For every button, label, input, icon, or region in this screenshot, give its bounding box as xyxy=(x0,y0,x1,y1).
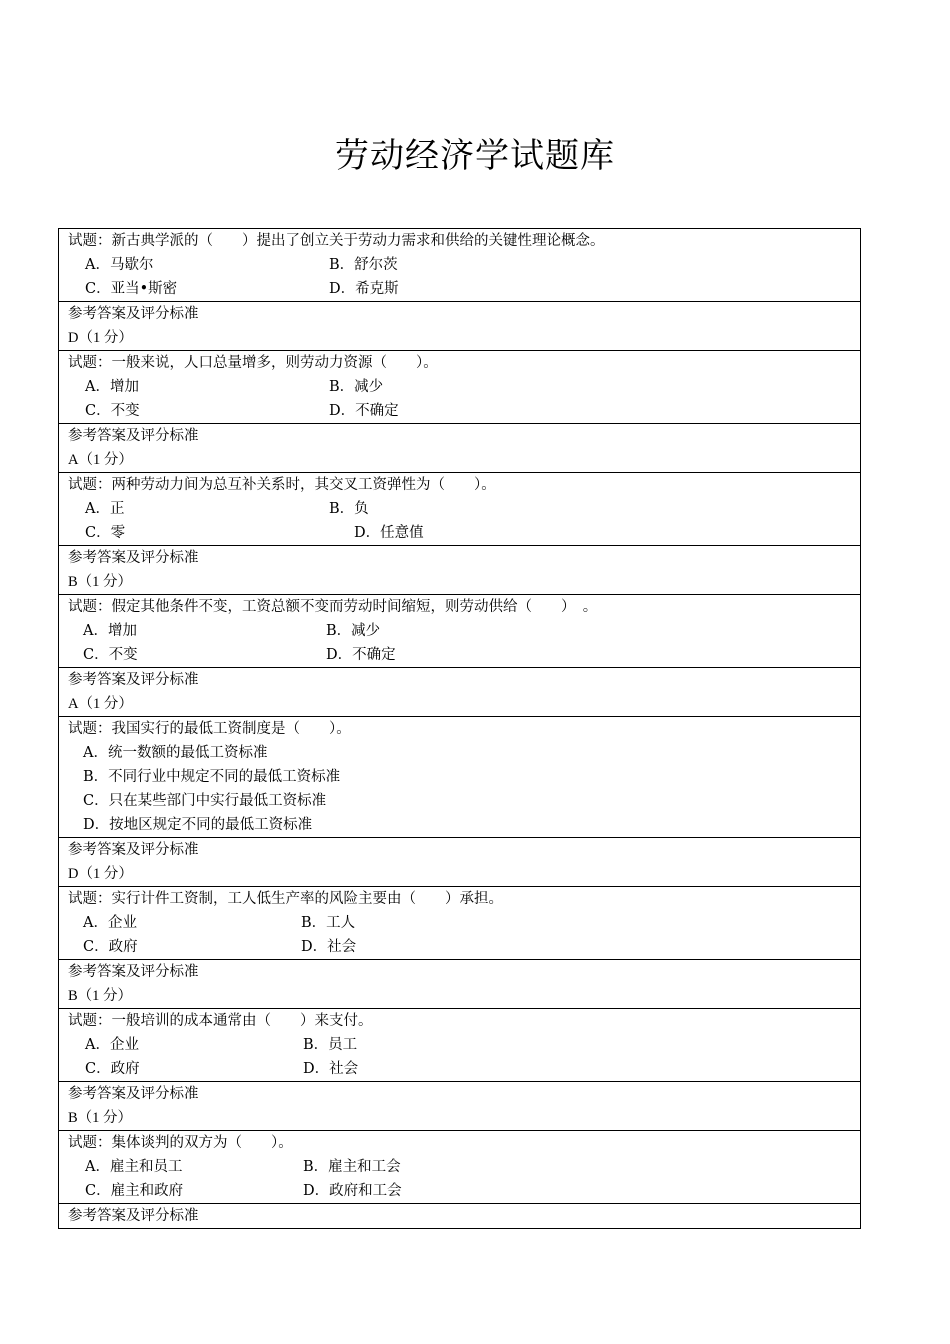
answer-header: 参考答案及评分标准 xyxy=(68,1208,199,1224)
question-row xyxy=(59,1131,860,1204)
answer-header: 参考答案及评分标准 xyxy=(68,1086,199,1102)
answer-header: 参考答案及评分标准 xyxy=(68,428,199,444)
option-d: D．任意值 xyxy=(354,525,424,541)
question-stem: 试题：一般来说，人口总量增多，则劳动力资源（ ）。 xyxy=(68,355,438,371)
option-b: B．不同行业中规定不同的最低工资标准 xyxy=(83,769,341,785)
option-c: C．雇主和政府 xyxy=(85,1183,184,1199)
question-row xyxy=(59,1009,860,1082)
answer-row xyxy=(59,302,860,351)
answer-row xyxy=(59,1082,860,1131)
answer-row xyxy=(59,668,860,717)
option-b: B．舒尔茨 xyxy=(329,257,398,273)
answer-row xyxy=(59,838,860,887)
option-d: D．按地区规定不同的最低工资标准 xyxy=(83,817,313,833)
answer-value: A（1 分） xyxy=(68,696,133,712)
option-d: D．不确定 xyxy=(329,403,399,419)
answer-header: 参考答案及评分标准 xyxy=(68,550,199,566)
question-table xyxy=(58,228,861,1229)
option-c: C．亚当•斯密 xyxy=(85,281,178,297)
page-title: 劳动经济学试题库 xyxy=(335,136,615,176)
answer-value: D（1 分） xyxy=(68,866,133,882)
option-a: A．增加 xyxy=(83,623,137,639)
question-stem: 试题：集体谈判的双方为（ ）。 xyxy=(68,1135,293,1151)
option-c: C．零 xyxy=(85,525,126,541)
question-row xyxy=(59,717,860,838)
answer-header: 参考答案及评分标准 xyxy=(68,306,199,322)
option-a: A．企业 xyxy=(83,915,137,931)
option-a: A．增加 xyxy=(85,379,139,395)
answer-header: 参考答案及评分标准 xyxy=(68,672,199,688)
option-d: D．社会 xyxy=(303,1061,359,1077)
answer-row xyxy=(59,546,860,595)
question-row xyxy=(59,351,860,424)
option-a: A．雇主和员工 xyxy=(85,1159,183,1175)
answer-row xyxy=(59,424,860,473)
answer-value: B（1 分） xyxy=(68,1110,133,1126)
question-stem: 试题：两种劳动力间为总互补关系时，其交叉工资弹性为（ ）。 xyxy=(68,477,496,493)
option-b: B．减少 xyxy=(329,379,384,395)
answer-header: 参考答案及评分标准 xyxy=(68,964,199,980)
option-a: A．企业 xyxy=(85,1037,139,1053)
option-b: B．负 xyxy=(329,501,369,517)
option-b: B．减少 xyxy=(326,623,381,639)
option-c: C．政府 xyxy=(85,1061,140,1077)
question-row xyxy=(59,473,860,546)
answer-value: A（1 分） xyxy=(68,452,133,468)
option-b: B．雇主和工会 xyxy=(303,1159,401,1175)
question-stem: 试题：我国实行的最低工资制度是（ ）。 xyxy=(68,721,351,737)
answer-header: 参考答案及评分标准 xyxy=(68,842,199,858)
answer-value: B（1 分） xyxy=(68,574,133,590)
option-b: B．员工 xyxy=(303,1037,358,1053)
option-d: D．不确定 xyxy=(326,647,396,663)
option-c: C．不变 xyxy=(85,403,140,419)
option-d: D．社会 xyxy=(301,939,357,955)
option-c: C．不变 xyxy=(83,647,138,663)
option-a: A．统一数额的最低工资标准 xyxy=(83,745,268,761)
question-row xyxy=(59,887,860,960)
answer-value: D（1 分） xyxy=(68,330,133,346)
question-stem: 试题：实行计件工资制，工人低生产率的风险主要由（ ）承担。 xyxy=(68,891,503,907)
option-b: B．工人 xyxy=(301,915,356,931)
answer-value: B（1 分） xyxy=(68,988,133,1004)
option-c: C．只在某些部门中实行最低工资标准 xyxy=(83,793,327,809)
option-c: C．政府 xyxy=(83,939,138,955)
option-d: D．政府和工会 xyxy=(303,1183,402,1199)
question-row xyxy=(59,595,860,668)
question-stem: 试题：假定其他条件不变，工资总额不变而劳动时间缩短，则劳动供给（ ） 。 xyxy=(68,599,598,615)
question-stem: 试题：新古典学派的（ ）提出了创立关于劳动力需求和供给的关键性理论概念。 xyxy=(68,233,605,249)
question-stem: 试题：一般培训的成本通常由（ ）来支付。 xyxy=(68,1013,373,1029)
option-d: D．希克斯 xyxy=(329,281,399,297)
answer-row xyxy=(59,960,860,1009)
option-a: A．正 xyxy=(85,501,125,517)
answer-row xyxy=(59,1204,860,1228)
option-a: A．马歇尔 xyxy=(85,257,154,273)
question-row xyxy=(59,229,860,302)
